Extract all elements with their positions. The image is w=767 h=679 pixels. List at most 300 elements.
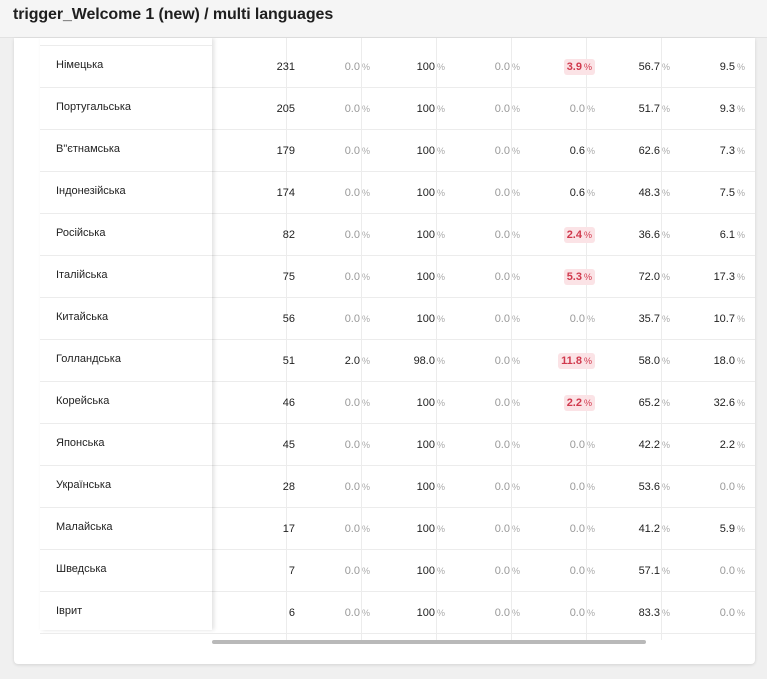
- cell-c4: [558, 340, 595, 382]
- cell-c4: [570, 88, 595, 130]
- cell-value: 0.0: [569, 313, 585, 325]
- percent-unit: %: [583, 398, 592, 408]
- cell-value: 0.0: [569, 439, 585, 451]
- percent-unit: %: [511, 524, 520, 534]
- language-row[interactable]: [40, 592, 212, 634]
- cell-c1: [345, 550, 370, 592]
- percent-unit: %: [511, 566, 520, 576]
- cell-c1: [345, 88, 370, 130]
- cell-value: 100: [416, 523, 435, 535]
- cell-c3: [495, 256, 520, 298]
- cell-value: 0.0: [344, 229, 360, 241]
- percent-unit: %: [511, 230, 520, 240]
- page-header: [0, 0, 767, 38]
- cell-value: 0.0: [719, 607, 735, 619]
- percent-unit: %: [511, 482, 520, 492]
- percent-unit: %: [436, 398, 445, 408]
- cell-c6: [714, 382, 745, 424]
- cell-count: [283, 256, 295, 298]
- percent-unit: %: [436, 146, 445, 156]
- cell-value: 100: [416, 313, 435, 325]
- cell-value: 9.3: [719, 103, 735, 115]
- cell-value: 0.0: [344, 439, 360, 451]
- cell-c3: [495, 214, 520, 256]
- cell-value: 100: [416, 607, 435, 619]
- cell-value: 17.3: [713, 271, 735, 283]
- percent-unit: %: [361, 230, 370, 240]
- language-row[interactable]: [40, 382, 212, 424]
- percent-unit: %: [511, 146, 520, 156]
- language-column: [40, 38, 212, 630]
- percent-unit: %: [361, 272, 370, 282]
- cell-c4: [570, 508, 595, 550]
- cell-value: 100: [416, 103, 435, 115]
- cell-value: 0.0: [494, 145, 510, 157]
- cell-value: 100: [416, 187, 435, 199]
- cell-c5: [639, 130, 670, 172]
- cell-value: 100: [416, 61, 435, 73]
- cell-c2: [417, 466, 445, 508]
- percent-unit: %: [361, 566, 370, 576]
- cell-c5: [639, 256, 670, 298]
- cell-c1: [345, 46, 370, 88]
- cell-value: 57.1: [638, 565, 660, 577]
- percent-unit: %: [361, 146, 370, 156]
- cell-value: 0.0: [494, 397, 510, 409]
- cell-count: [283, 214, 295, 256]
- language-row[interactable]: [40, 172, 212, 214]
- cell-c4: [564, 46, 595, 88]
- cell-c6: [720, 172, 745, 214]
- percent-unit: %: [511, 104, 520, 114]
- cell-value: 46: [282, 397, 295, 409]
- cell-value: 32.6: [713, 397, 735, 409]
- cell-c1: [345, 172, 370, 214]
- percent-unit: %: [361, 104, 370, 114]
- percent-unit: %: [361, 314, 370, 324]
- table-row: [212, 256, 755, 298]
- cell-value: 2.2: [719, 439, 735, 451]
- percent-unit: %: [586, 482, 595, 492]
- cell-count: [277, 130, 295, 172]
- cell-value: 0.0: [494, 439, 510, 451]
- highlight-badge: [564, 227, 595, 243]
- cell-value: 0.0: [344, 607, 360, 619]
- table-row: [212, 424, 755, 466]
- cell-value: 0.0: [344, 61, 360, 73]
- cell-c3: [495, 424, 520, 466]
- cell-value: 7.5: [719, 187, 735, 199]
- cell-value: 0.0: [344, 187, 360, 199]
- cell-value: 0.0: [494, 103, 510, 115]
- cell-value: 100: [416, 565, 435, 577]
- cell-c4: [564, 256, 595, 298]
- cell-c1: [345, 382, 370, 424]
- language-row[interactable]: [40, 550, 212, 592]
- cell-value: 62.6: [638, 145, 660, 157]
- cell-c3: [495, 46, 520, 88]
- cell-c5: [639, 340, 670, 382]
- percent-unit: %: [361, 398, 370, 408]
- table-row: [212, 214, 755, 256]
- cell-c4: [570, 130, 595, 172]
- cell-c3: [495, 88, 520, 130]
- percent-unit: %: [661, 356, 670, 366]
- percent-unit: %: [586, 314, 595, 324]
- cell-c1: [345, 508, 370, 550]
- language-row[interactable]: [40, 130, 212, 172]
- percent-unit: %: [511, 440, 520, 450]
- table-row: [212, 592, 755, 634]
- cell-value: 51: [282, 355, 295, 367]
- percent-unit: %: [736, 314, 745, 324]
- language-row[interactable]: [40, 214, 212, 256]
- cell-value: 0.0: [569, 565, 585, 577]
- cell-value: 7: [288, 565, 295, 577]
- cell-value: 2.2: [566, 397, 582, 409]
- cell-value: 0.0: [494, 229, 510, 241]
- cell-value: 2.4: [566, 229, 582, 241]
- percent-unit: %: [661, 524, 670, 534]
- language-row[interactable]: [40, 46, 212, 88]
- percent-unit: %: [661, 230, 670, 240]
- cell-value: 18.0: [713, 355, 735, 367]
- language-row[interactable]: [40, 256, 212, 298]
- language-label: Португальська: [56, 101, 132, 113]
- language-label: Індонезійська: [56, 185, 126, 197]
- percent-unit: %: [661, 62, 670, 72]
- cell-count: [283, 424, 295, 466]
- percent-unit: %: [583, 272, 592, 282]
- cell-value: 0.0: [494, 523, 510, 535]
- cell-c3: [495, 172, 520, 214]
- cell-c3: [495, 382, 520, 424]
- percent-unit: %: [436, 440, 445, 450]
- cell-value: 75: [282, 271, 295, 283]
- cell-c6: [714, 298, 745, 340]
- language-row[interactable]: [40, 340, 212, 382]
- table-row: [212, 130, 755, 172]
- cell-value: 6: [288, 607, 295, 619]
- cell-value: 65.2: [638, 397, 660, 409]
- cell-value: 179: [276, 145, 295, 157]
- percent-unit: %: [661, 398, 670, 408]
- cell-c1: [345, 340, 370, 382]
- percent-unit: %: [661, 482, 670, 492]
- percent-unit: %: [511, 314, 520, 324]
- language-label: Китайська: [56, 311, 109, 323]
- cell-c1: [345, 298, 370, 340]
- horizontal-scrollbar[interactable]: [212, 640, 646, 644]
- cell-value: 98.0: [413, 355, 435, 367]
- percent-unit: %: [511, 272, 520, 282]
- language-label: Іврит: [56, 605, 83, 617]
- cell-count: [289, 550, 295, 592]
- cell-c4: [570, 550, 595, 592]
- percent-unit: %: [586, 608, 595, 618]
- percent-unit: %: [736, 230, 745, 240]
- highlight-badge: [564, 395, 595, 411]
- percent-unit: %: [586, 524, 595, 534]
- percent-unit: %: [361, 356, 370, 366]
- percent-unit: %: [436, 356, 445, 366]
- cell-value: 174: [276, 187, 295, 199]
- cell-value: 205: [276, 103, 295, 115]
- cell-value: 0.0: [344, 145, 360, 157]
- cell-c5: [639, 508, 670, 550]
- cell-value: 100: [416, 271, 435, 283]
- cell-value: 48.3: [638, 187, 660, 199]
- cell-c3: [495, 508, 520, 550]
- cell-value: 42.2: [638, 439, 660, 451]
- cell-value: 100: [416, 439, 435, 451]
- percent-unit: %: [586, 188, 595, 198]
- language-label: Голландська: [56, 353, 121, 365]
- cell-c5: [639, 382, 670, 424]
- language-label: Італійська: [56, 269, 108, 281]
- cell-c2: [417, 256, 445, 298]
- data-columns: [212, 38, 755, 640]
- table-row: [212, 172, 755, 214]
- cell-count: [283, 508, 295, 550]
- cell-value: 0.0: [719, 481, 735, 493]
- cell-c3: [495, 592, 520, 634]
- percent-unit: %: [361, 440, 370, 450]
- percent-unit: %: [511, 188, 520, 198]
- cell-c6: [720, 508, 745, 550]
- cell-c2: [417, 88, 445, 130]
- cell-value: 10.7: [713, 313, 735, 325]
- language-row[interactable]: [40, 508, 212, 550]
- cell-value: 7.3: [719, 145, 735, 157]
- percent-unit: %: [361, 188, 370, 198]
- cell-value: 0.0: [494, 481, 510, 493]
- cell-c4: [570, 298, 595, 340]
- language-label: Малайська: [56, 521, 113, 533]
- cell-c4: [570, 592, 595, 634]
- percent-unit: %: [361, 608, 370, 618]
- table-row: [212, 382, 755, 424]
- language-row[interactable]: [40, 466, 212, 508]
- cell-c3: [495, 298, 520, 340]
- language-row[interactable]: [40, 424, 212, 466]
- cell-value: 0.0: [494, 607, 510, 619]
- cell-value: 17: [282, 523, 295, 535]
- cell-value: 3.9: [566, 61, 582, 73]
- percent-unit: %: [661, 188, 670, 198]
- percent-unit: %: [361, 62, 370, 72]
- cell-c2: [417, 46, 445, 88]
- percent-unit: %: [586, 566, 595, 576]
- cell-value: 9.5: [719, 61, 735, 73]
- cell-c6: [720, 130, 745, 172]
- cell-value: 231: [276, 61, 295, 73]
- cell-value: 53.6: [638, 481, 660, 493]
- cell-c2: [414, 340, 445, 382]
- cell-value: 100: [416, 397, 435, 409]
- percent-unit: %: [736, 440, 745, 450]
- highlight-badge: [558, 353, 595, 369]
- cell-value: 0.0: [494, 187, 510, 199]
- cell-c4: [570, 466, 595, 508]
- cell-c2: [417, 424, 445, 466]
- cell-value: 0.0: [344, 565, 360, 577]
- cell-c5: [639, 466, 670, 508]
- cell-c2: [417, 130, 445, 172]
- percent-unit: %: [736, 272, 745, 282]
- language-label: Шведська: [56, 563, 107, 575]
- cell-c3: [495, 550, 520, 592]
- cell-value: 2.0: [344, 355, 360, 367]
- percent-unit: %: [736, 146, 745, 156]
- table-row: [212, 550, 755, 592]
- percent-unit: %: [736, 188, 745, 198]
- cell-value: 0.6: [569, 187, 585, 199]
- cell-count: [289, 592, 295, 634]
- cell-value: 0.0: [344, 313, 360, 325]
- percent-unit: %: [436, 230, 445, 240]
- cell-count: [283, 466, 295, 508]
- cell-c6: [720, 88, 745, 130]
- table-row: [212, 466, 755, 508]
- percent-unit: %: [436, 314, 445, 324]
- percent-unit: %: [361, 482, 370, 492]
- cell-value: 0.0: [494, 271, 510, 283]
- cell-c6: [720, 46, 745, 88]
- percent-unit: %: [436, 104, 445, 114]
- cell-c6: [714, 340, 745, 382]
- language-label: Корейська: [56, 395, 110, 407]
- language-column-top: [40, 38, 212, 46]
- cell-c2: [417, 214, 445, 256]
- cell-c5: [639, 424, 670, 466]
- cell-count: [277, 88, 295, 130]
- percent-unit: %: [736, 524, 745, 534]
- cell-value: 5.9: [719, 523, 735, 535]
- language-label: Японська: [56, 437, 105, 449]
- cell-c1: [345, 592, 370, 634]
- percent-unit: %: [661, 314, 670, 324]
- cell-c5: [639, 298, 670, 340]
- language-row[interactable]: [40, 298, 212, 340]
- cell-count: [283, 298, 295, 340]
- cell-c4: [570, 172, 595, 214]
- cell-c6: [714, 256, 745, 298]
- cell-c5: [639, 592, 670, 634]
- cell-c1: [345, 424, 370, 466]
- cell-c5: [639, 214, 670, 256]
- language-row[interactable]: [40, 88, 212, 130]
- percent-unit: %: [586, 104, 595, 114]
- percent-unit: %: [661, 146, 670, 156]
- cell-c6: [720, 424, 745, 466]
- cell-value: 5.3: [566, 271, 582, 283]
- table-row: [212, 508, 755, 550]
- cell-value: 0.0: [569, 523, 585, 535]
- cell-value: 58.0: [638, 355, 660, 367]
- cell-value: 0.0: [569, 481, 585, 493]
- cell-value: 0.0: [344, 523, 360, 535]
- percent-unit: %: [511, 608, 520, 618]
- percent-unit: %: [661, 272, 670, 282]
- cell-c2: [417, 508, 445, 550]
- language-label: Німецька: [56, 59, 104, 71]
- cell-value: 0.0: [494, 565, 510, 577]
- cell-value: 0.0: [344, 397, 360, 409]
- cell-value: 0.0: [494, 313, 510, 325]
- table-row: [212, 298, 755, 340]
- cell-value: 0.0: [344, 271, 360, 283]
- cell-c6: [720, 466, 745, 508]
- language-label: В"єтнамська: [56, 143, 121, 155]
- percent-unit: %: [511, 398, 520, 408]
- language-label: Російська: [56, 227, 106, 239]
- percent-unit: %: [736, 566, 745, 576]
- cell-value: 11.8: [561, 355, 582, 367]
- cell-count: [277, 172, 295, 214]
- cell-value: 0.6: [569, 145, 585, 157]
- percent-unit: %: [361, 524, 370, 534]
- percent-unit: %: [436, 62, 445, 72]
- cell-value: 0.0: [569, 607, 585, 619]
- cell-value: 28: [282, 481, 295, 493]
- percent-unit: %: [436, 608, 445, 618]
- cell-c2: [417, 172, 445, 214]
- cell-value: 72.0: [638, 271, 660, 283]
- cell-c2: [417, 550, 445, 592]
- cell-value: 82: [282, 229, 295, 241]
- percent-unit: %: [436, 524, 445, 534]
- report-card: [14, 38, 755, 664]
- percent-unit: %: [436, 566, 445, 576]
- percent-unit: %: [736, 398, 745, 408]
- percent-unit: %: [736, 104, 745, 114]
- cell-c2: [417, 592, 445, 634]
- cell-c6: [720, 550, 745, 592]
- highlight-badge: [564, 269, 595, 285]
- cell-value: 100: [416, 145, 435, 157]
- percent-unit: %: [583, 62, 592, 72]
- cell-value: 41.2: [638, 523, 660, 535]
- table-row: [212, 340, 755, 382]
- cell-value: 0.0: [494, 355, 510, 367]
- percent-unit: %: [583, 356, 592, 366]
- percent-unit: %: [583, 230, 592, 240]
- percent-unit: %: [436, 188, 445, 198]
- cell-value: 0.0: [344, 481, 360, 493]
- cell-c5: [639, 172, 670, 214]
- percent-unit: %: [661, 608, 670, 618]
- cell-c6: [720, 592, 745, 634]
- table-row: [212, 88, 755, 130]
- cell-value: 56.7: [638, 61, 660, 73]
- cell-c1: [345, 466, 370, 508]
- cell-c5: [639, 550, 670, 592]
- cell-value: 36.6: [638, 229, 660, 241]
- percent-unit: %: [736, 482, 745, 492]
- percent-unit: %: [661, 566, 670, 576]
- cell-c2: [417, 298, 445, 340]
- percent-unit: %: [736, 356, 745, 366]
- percent-unit: %: [436, 272, 445, 282]
- table-scroll-area[interactable]: [14, 38, 755, 640]
- cell-c6: [720, 214, 745, 256]
- cell-value: 0.0: [344, 103, 360, 115]
- cell-c1: [345, 214, 370, 256]
- cell-value: 35.7: [638, 313, 660, 325]
- cell-value: 83.3: [638, 607, 660, 619]
- cell-value: 6.1: [719, 229, 735, 241]
